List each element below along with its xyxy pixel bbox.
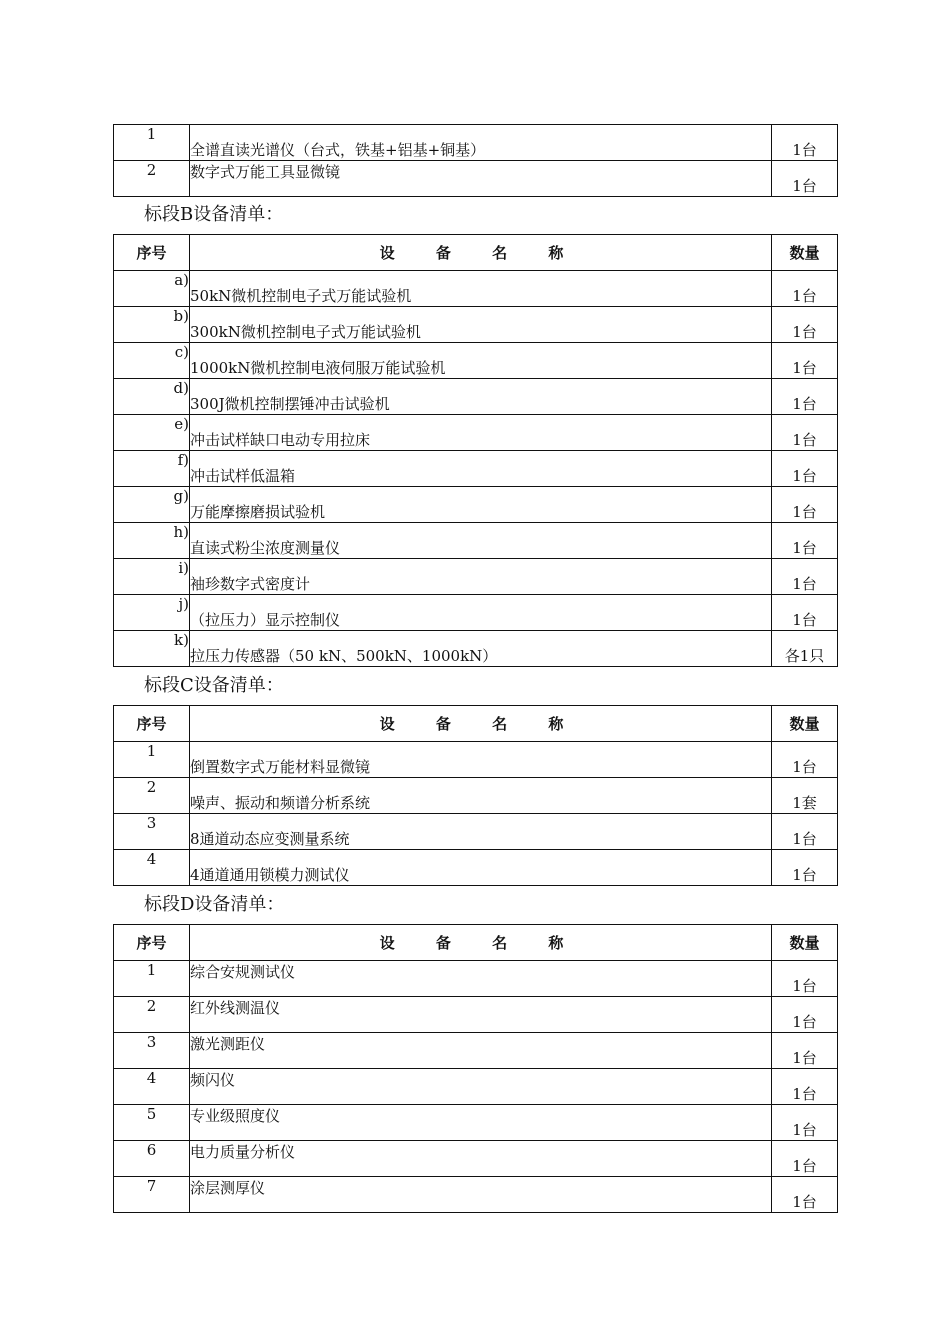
- equipment-name: 万能摩擦磨损试验机: [190, 487, 772, 523]
- table-row: [114, 1177, 838, 1213]
- table-row: [114, 1141, 838, 1177]
- equipment-name: 涂层测厚仪: [190, 1177, 772, 1213]
- equipment-quantity: 1台: [772, 379, 838, 415]
- equipment-quantity: 1套: [772, 778, 838, 814]
- row-number: 6: [114, 1141, 190, 1177]
- header-number: 序号: [114, 235, 190, 271]
- equipment-name: 4通道通用锁模力测试仪: [190, 850, 772, 886]
- row-number: 2: [114, 997, 190, 1033]
- header-name: 设 备 名 称: [190, 925, 772, 961]
- equipment-name: 300kN微机控制电子式万能试验机: [190, 307, 772, 343]
- row-number: j): [114, 595, 190, 631]
- table-row: [114, 343, 838, 379]
- equipment-table-d: [113, 924, 838, 1213]
- equipment-name: 袖珍数字式密度计: [190, 559, 772, 595]
- equipment-quantity: 1台: [772, 451, 838, 487]
- equipment-table-a: [113, 124, 838, 197]
- equipment-name: 1000kN微机控制电液伺服万能试验机: [190, 343, 772, 379]
- equipment-name: 拉压力传感器（50 kN、500kN、1000kN）: [190, 631, 772, 667]
- section-b-title: 标段B设备清单：: [144, 204, 284, 225]
- row-number: a): [114, 271, 190, 307]
- equipment-quantity: 1台: [772, 271, 838, 307]
- table-row: [114, 850, 838, 886]
- row-number: k): [114, 631, 190, 667]
- row-number: h): [114, 523, 190, 559]
- equipment-name: （拉压力）显示控制仪: [190, 595, 772, 631]
- equipment-quantity: 1台: [772, 161, 838, 197]
- equipment-quantity: 1台: [772, 1105, 838, 1141]
- equipment-quantity: 各1只: [772, 631, 838, 667]
- header-quantity: 数量: [772, 706, 838, 742]
- equipment-name: 噪声、振动和频谱分析系统: [190, 778, 772, 814]
- row-number: 1: [114, 961, 190, 997]
- equipment-name: 冲击试样缺口电动专用拉床: [190, 415, 772, 451]
- table-row: [114, 961, 838, 997]
- row-number: 1: [114, 742, 190, 778]
- row-number: i): [114, 559, 190, 595]
- row-number: c): [114, 343, 190, 379]
- table-row: [114, 559, 838, 595]
- equipment-name: 红外线测温仪: [190, 997, 772, 1033]
- section-c-title: 标段C设备清单：: [144, 675, 284, 696]
- equipment-name: 全谱直读光谱仪（台式，铁基+铝基+铜基）: [190, 125, 772, 161]
- row-number: b): [114, 307, 190, 343]
- row-number: 5: [114, 1105, 190, 1141]
- equipment-quantity: 1台: [772, 595, 838, 631]
- equipment-name: 50kN微机控制电子式万能试验机: [190, 271, 772, 307]
- equipment-name: 专业级照度仪: [190, 1105, 772, 1141]
- row-number: 2: [114, 161, 190, 197]
- equipment-quantity: 1台: [772, 307, 838, 343]
- table-row: [114, 451, 838, 487]
- row-number: f): [114, 451, 190, 487]
- row-number: 3: [114, 1033, 190, 1069]
- table-row: [114, 523, 838, 559]
- equipment-table-c: [113, 705, 838, 886]
- row-number: e): [114, 415, 190, 451]
- table-row: [114, 595, 838, 631]
- header-quantity: 数量: [772, 925, 838, 961]
- equipment-quantity: 1台: [772, 523, 838, 559]
- header-number: 序号: [114, 925, 190, 961]
- table-row: [114, 307, 838, 343]
- table-row: [114, 631, 838, 667]
- equipment-name: 300J微机控制摆锤冲击试验机: [190, 379, 772, 415]
- equipment-quantity: 1台: [772, 742, 838, 778]
- equipment-name: 冲击试样低温箱: [190, 451, 772, 487]
- equipment-quantity: 1台: [772, 1141, 838, 1177]
- header-quantity: 数量: [772, 235, 838, 271]
- table-row: [114, 997, 838, 1033]
- equipment-name: 电力质量分析仪: [190, 1141, 772, 1177]
- table-header-row: [114, 235, 838, 271]
- table-row: [114, 778, 838, 814]
- equipment-quantity: 1台: [772, 961, 838, 997]
- row-number: 7: [114, 1177, 190, 1213]
- equipment-quantity: 1台: [772, 343, 838, 379]
- table-row: [114, 1033, 838, 1069]
- row-number: g): [114, 487, 190, 523]
- equipment-quantity: 1台: [772, 125, 838, 161]
- table-row: [114, 814, 838, 850]
- equipment-quantity: 1台: [772, 415, 838, 451]
- equipment-name: 数字式万能工具显微镜: [190, 161, 772, 197]
- equipment-quantity: 1台: [772, 850, 838, 886]
- table-row: [114, 415, 838, 451]
- table-row: [114, 487, 838, 523]
- table-header-row: [114, 925, 838, 961]
- header-number: 序号: [114, 706, 190, 742]
- row-number: 4: [114, 850, 190, 886]
- equipment-quantity: 1台: [772, 559, 838, 595]
- section-d-title: 标段D设备清单：: [144, 894, 285, 915]
- table-header-row: [114, 706, 838, 742]
- table-row: [114, 125, 838, 161]
- equipment-name: 8通道动态应变测量系统: [190, 814, 772, 850]
- equipment-table-b: [113, 234, 838, 667]
- table-row: [114, 271, 838, 307]
- table-row: [114, 742, 838, 778]
- row-number: d): [114, 379, 190, 415]
- equipment-quantity: 1台: [772, 487, 838, 523]
- row-number: 4: [114, 1069, 190, 1105]
- row-number: 1: [114, 125, 190, 161]
- table-row: [114, 1069, 838, 1105]
- table-row: [114, 379, 838, 415]
- row-number: 2: [114, 778, 190, 814]
- equipment-quantity: 1台: [772, 814, 838, 850]
- equipment-name: 频闪仪: [190, 1069, 772, 1105]
- equipment-name: 倒置数字式万能材料显微镜: [190, 742, 772, 778]
- table-row: [114, 161, 838, 197]
- header-name: 设 备 名 称: [190, 235, 772, 271]
- equipment-quantity: 1台: [772, 1033, 838, 1069]
- equipment-name: 综合安规测试仪: [190, 961, 772, 997]
- equipment-quantity: 1台: [772, 1177, 838, 1213]
- row-number: 3: [114, 814, 190, 850]
- equipment-name: 激光测距仪: [190, 1033, 772, 1069]
- equipment-name: 直读式粉尘浓度测量仪: [190, 523, 772, 559]
- header-name: 设 备 名 称: [190, 706, 772, 742]
- table-row: [114, 1105, 838, 1141]
- equipment-quantity: 1台: [772, 1069, 838, 1105]
- equipment-quantity: 1台: [772, 997, 838, 1033]
